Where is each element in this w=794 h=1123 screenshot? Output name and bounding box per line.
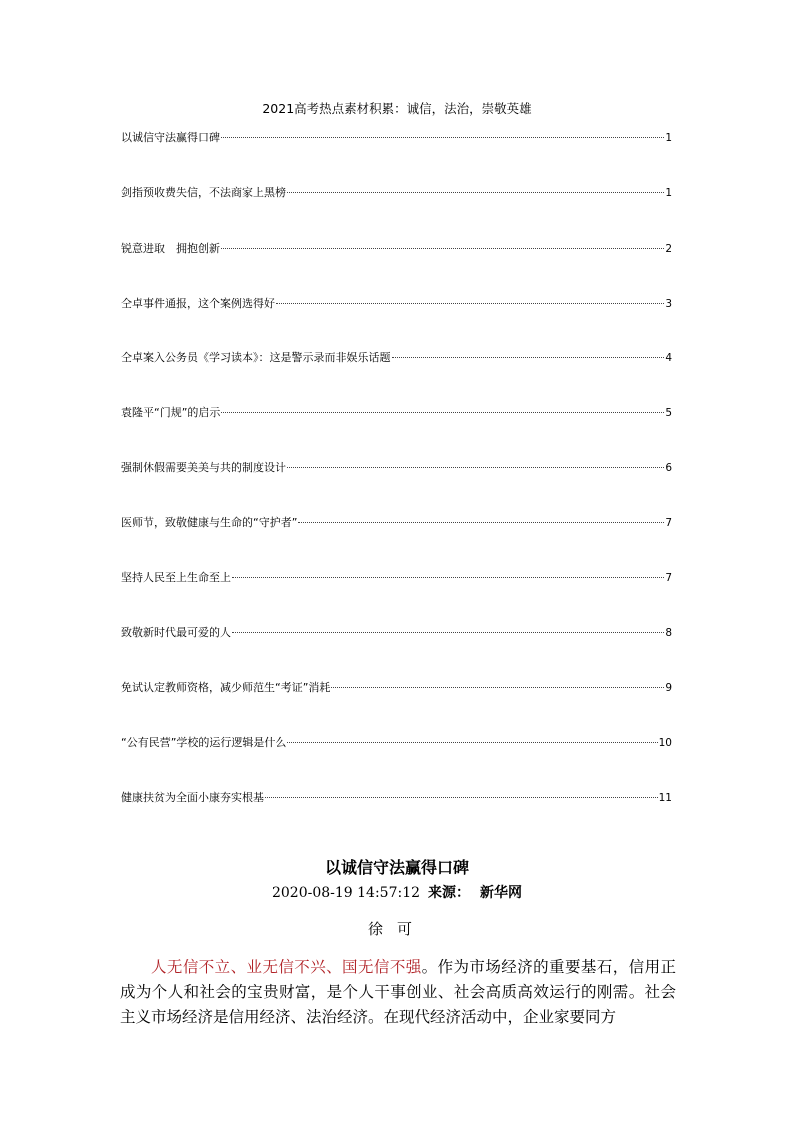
toc-leader — [265, 797, 658, 798]
toc-page-number: 1 — [665, 187, 672, 199]
toc-page-number: 11 — [658, 792, 672, 804]
toc-entry-title: 锐意进取 拥抱创新 — [121, 242, 220, 255]
article-datetime: 2020-08-19 14:57:12 — [271, 885, 421, 901]
toc-entry-title: 剑指预收费失信，不法商家上黑榜 — [121, 186, 286, 199]
toc-entry[interactable] — [121, 459, 672, 477]
toc-page-number: 10 — [658, 737, 672, 749]
article-title: 以诚信守法赢得口碑 — [324, 858, 469, 877]
toc-entry[interactable] — [121, 404, 672, 422]
toc-entry[interactable] — [121, 129, 672, 147]
toc-page-number: 2 — [665, 243, 672, 255]
toc-entry-title: 仝卓事件通报，这个案例选得好 — [121, 297, 275, 310]
toc-page-number: 1 — [665, 132, 672, 144]
toc-leader — [392, 357, 665, 358]
toc-leader — [287, 467, 664, 468]
toc-page-number: 3 — [665, 298, 672, 310]
toc-entry[interactable] — [121, 569, 672, 587]
toc-leader — [221, 137, 664, 138]
toc-page-number: 9 — [665, 682, 672, 694]
toc-entry[interactable] — [121, 789, 672, 807]
toc-page-number: 8 — [665, 627, 672, 639]
toc-leader — [298, 522, 664, 523]
toc-page-number: 6 — [665, 462, 672, 474]
article-meta — [0, 882, 794, 902]
toc-entry[interactable] — [121, 295, 672, 313]
toc-entry-title: 强制休假需要美美与共的制度设计 — [121, 461, 286, 474]
toc-entry[interactable] — [121, 624, 672, 642]
toc-entry[interactable] — [121, 734, 672, 752]
toc-leader — [232, 577, 664, 578]
toc-entry-title: 健康扶贫为全面小康夯实根基 — [121, 791, 264, 804]
toc-entry-title: 坚持人民至上生命至上 — [121, 571, 231, 584]
toc-entry-title: 致敬新时代最可爱的人 — [121, 626, 231, 639]
source-label: 来源： — [428, 885, 471, 901]
toc-leader — [287, 742, 657, 743]
toc-entry[interactable] — [121, 679, 672, 697]
toc-leader — [276, 303, 664, 304]
toc-entry-title: 袁隆平“门规”的启示 — [121, 406, 221, 419]
toc-leader — [232, 632, 664, 633]
document-title: 2021高考热点素材积累：诚信，法治，崇敬英雄 — [262, 101, 532, 116]
article-paragraph — [120, 955, 676, 1030]
toc-entry[interactable] — [121, 514, 672, 532]
toc-entry-title: “公有民营”学校的运行逻辑是什么 — [121, 736, 287, 749]
toc-leader — [287, 192, 664, 193]
toc-leader — [331, 687, 664, 688]
highlighted-phrase: 人无信不立、业无信不兴、国无信不强 — [151, 958, 422, 976]
toc-entry[interactable] — [121, 349, 672, 367]
toc-entry-title: 医师节，致敬健康与生命的“守护者” — [121, 516, 298, 529]
paragraph-text: 。作为市场经济的重要基石，信用正成为个人和社会的宝贵财富，是个人干事创业、社会高质高效运行的刚需。社会主义市场经济是信用经济、法治经济。在现代经济活动中，企业家要同方 — [120, 958, 676, 1026]
toc-page-number: 7 — [665, 572, 672, 584]
toc-page-number: 4 — [665, 352, 672, 364]
article-source: 新华网 — [480, 885, 523, 901]
toc-page-number: 5 — [665, 407, 672, 419]
toc-entry-title: 以诚信守法赢得口碑 — [121, 131, 220, 144]
toc-entry-title: 免试认定教师资格，减少师范生“考证”消耗 — [121, 681, 331, 694]
article-author: 徐可 — [367, 920, 426, 938]
toc-entry[interactable] — [121, 184, 672, 202]
toc-page-number: 7 — [665, 517, 672, 529]
toc-entry[interactable] — [121, 240, 672, 258]
toc-leader — [221, 412, 664, 413]
toc-leader — [221, 248, 664, 249]
toc-entry-title: 仝卓案入公务员《学习读本》：这是警示录而非娱乐话题 — [121, 351, 391, 364]
